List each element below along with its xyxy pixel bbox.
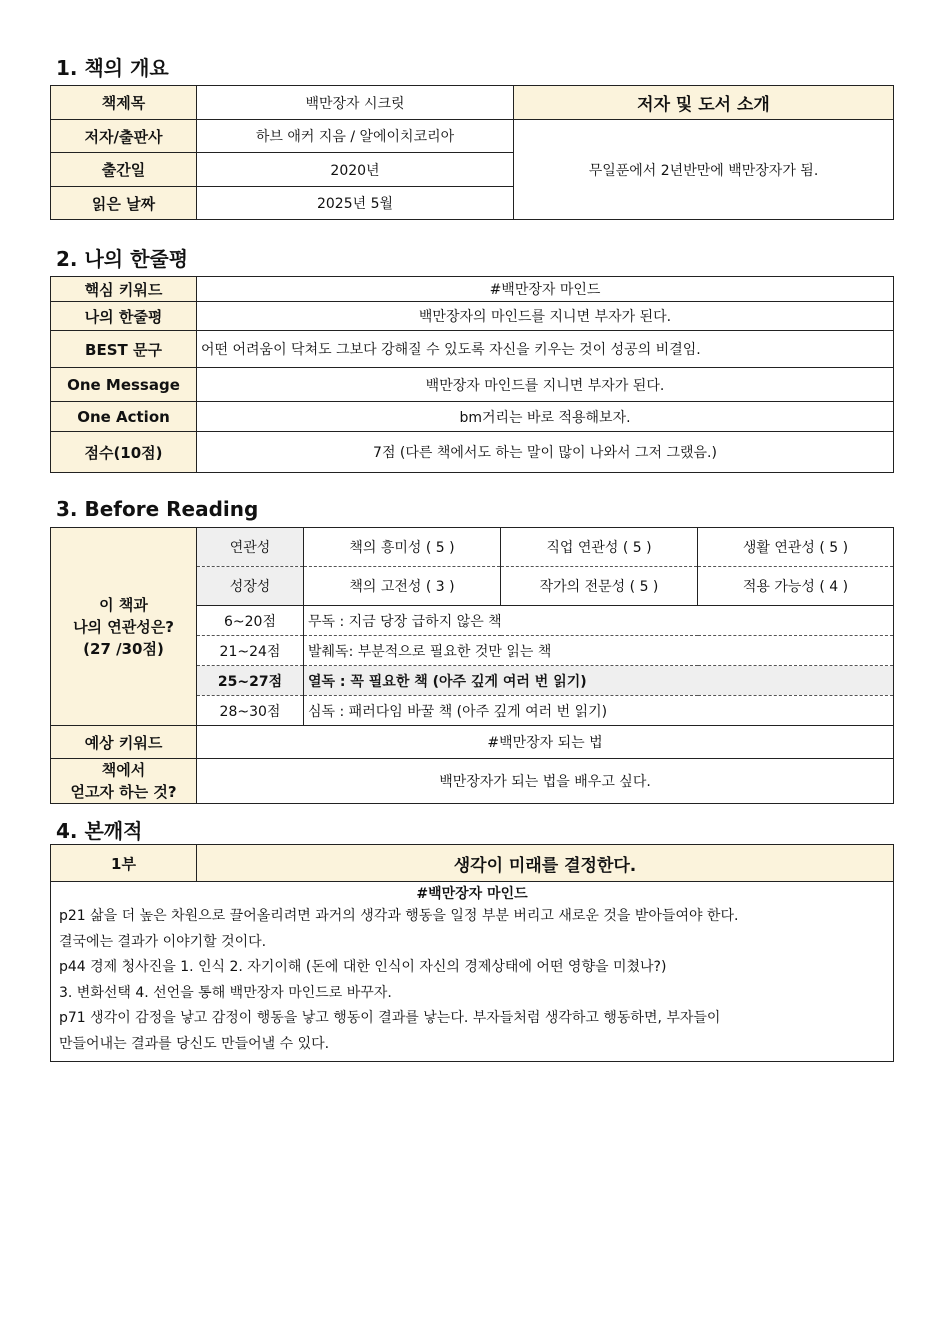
range-description: 무독 : 지금 당장 급하지 않은 책 [304, 606, 894, 636]
oneline-value: 백만장자의 마인드를 지니면 부자가 된다. [197, 302, 894, 331]
note-line: 3. 변화선택 4. 선언을 통해 백만장자 마인드로 바꾸자. [59, 984, 392, 1001]
section-title-before-reading: 3. Before Reading [56, 497, 259, 521]
before-reading-table [50, 527, 894, 804]
notes-body [51, 882, 894, 1062]
section-title-overview: 1. 책의 개요 [56, 56, 169, 80]
classic-score: 책의 고전성 ( 3 ) [304, 567, 501, 606]
note-line: 만들어내는 결과를 당신도 만들어낼 수 있다. [59, 1035, 330, 1052]
range-description: 발췌독: 부분적으로 필요한 것만 읽는 책 [304, 636, 894, 666]
best-quote-label: BEST 문구 [51, 331, 197, 368]
score-value: 7점 (다른 책에서도 하는 말이 많이 나와서 그저 그랬음.) [197, 432, 894, 473]
expected-keyword-label: 예상 키워드 [51, 726, 197, 759]
applicability-score: 적용 가능성 ( 4 ) [698, 567, 894, 606]
one-action-value: bm거리는 바로 적용해보자. [197, 402, 894, 432]
gain-label [51, 759, 197, 804]
relation-label-line2: 나의 연관성은? [73, 617, 174, 636]
relevance-label: 연관성 [197, 528, 304, 567]
note-line: p44 경제 청사진을 1. 인식 2. 자기이해 (돈에 대한 인식이 자신의 경제상태에 어떤 영향을 미쳤나?) [59, 959, 667, 975]
range-label-selected: 25~27점 [197, 666, 304, 696]
part-title: 생각이 미래를 결정한다. [197, 845, 894, 882]
review-table [50, 276, 894, 473]
read-date-value: 2025년 5월 [197, 187, 514, 220]
one-action-label: One Action [51, 402, 197, 432]
overview-table [50, 85, 894, 220]
gain-label-line2: 얻고자 하는 것? [70, 783, 177, 801]
range-description: 심독 : 패러다임 바꿀 책 (아주 깊게 여러 번 읽기) [304, 696, 894, 726]
section-title-review: 2. 나의 한줄평 [56, 247, 189, 271]
oneline-label: 나의 한줄평 [51, 302, 197, 331]
pub-date-value: 2020년 [197, 153, 514, 187]
note-line: p21 삶을 더 높은 차원으로 끌어올리려면 과거의 생각과 행동을 일정 부분 버리고 새로운 것을 받아들여야 한다. [59, 908, 739, 924]
keyword-label: 핵심 키워드 [51, 277, 197, 302]
gain-label-line1: 책에서 [101, 761, 146, 779]
note-line: p71 생각이 감정을 낳고 감정이 행동을 낳고 행동이 결과를 낳는다. 부자들처럼 생각하고 행동하면, 부자들이 [59, 1010, 721, 1026]
range-description-selected: 열독 : 꼭 필요한 책 (아주 깊게 여러 번 읽기) [304, 666, 894, 696]
range-label: 6~20점 [197, 606, 304, 636]
range-label: 21~24점 [197, 636, 304, 666]
interest-score: 책의 흥미성 ( 5 ) [304, 528, 501, 567]
intro-label: 저자 및 도서 소개 [514, 86, 894, 120]
book-title-value: 백만장자 시크릿 [197, 86, 514, 120]
note-line: 결국에는 결과가 이야기할 것이다. [59, 933, 267, 950]
one-message-label: One Message [51, 368, 197, 402]
expected-keyword-value: #백만장자 되는 법 [197, 726, 894, 759]
expertise-score: 작가의 전문성 ( 5 ) [501, 567, 698, 606]
range-label: 28~30점 [197, 696, 304, 726]
life-relevance-score: 생활 연관성 ( 5 ) [698, 528, 894, 567]
author-value: 하브 애커 지음 / 알에이치코리아 [197, 120, 514, 153]
notes-keyword: #백만장자 마인드 [416, 886, 528, 902]
read-date-label: 읽은 날짜 [51, 187, 197, 220]
relation-label [51, 528, 197, 726]
relation-label-line1: 이 책과 [99, 595, 148, 614]
one-message-value: 백만장자 마인드를 지니면 부자가 된다. [197, 368, 894, 402]
keyword-value: #백만장자 마인드 [197, 277, 894, 302]
gain-value: 백만장자가 되는 법을 배우고 싶다. [197, 759, 894, 804]
job-relevance-score: 직업 연관성 ( 5 ) [501, 528, 698, 567]
relation-label-line3: (27 /30점) [83, 639, 164, 658]
pub-date-label: 출간일 [51, 153, 197, 187]
best-quote-value: 어떤 어려움이 닥쳐도 그보다 강해질 수 있도록 자신을 키우는 것이 성공의 비결임. [197, 331, 894, 368]
section-title-notes: 4. 본깨적 [56, 819, 143, 843]
book-title-label: 책제목 [51, 86, 197, 120]
part-label: 1부 [51, 845, 197, 882]
author-label: 저자/출판사 [51, 120, 197, 153]
score-label: 점수(10점) [51, 432, 197, 473]
intro-value: 무일푼에서 2년반만에 백만장자가 됨. [514, 120, 894, 220]
notes-table [50, 844, 894, 1062]
growth-label: 성장성 [197, 567, 304, 606]
